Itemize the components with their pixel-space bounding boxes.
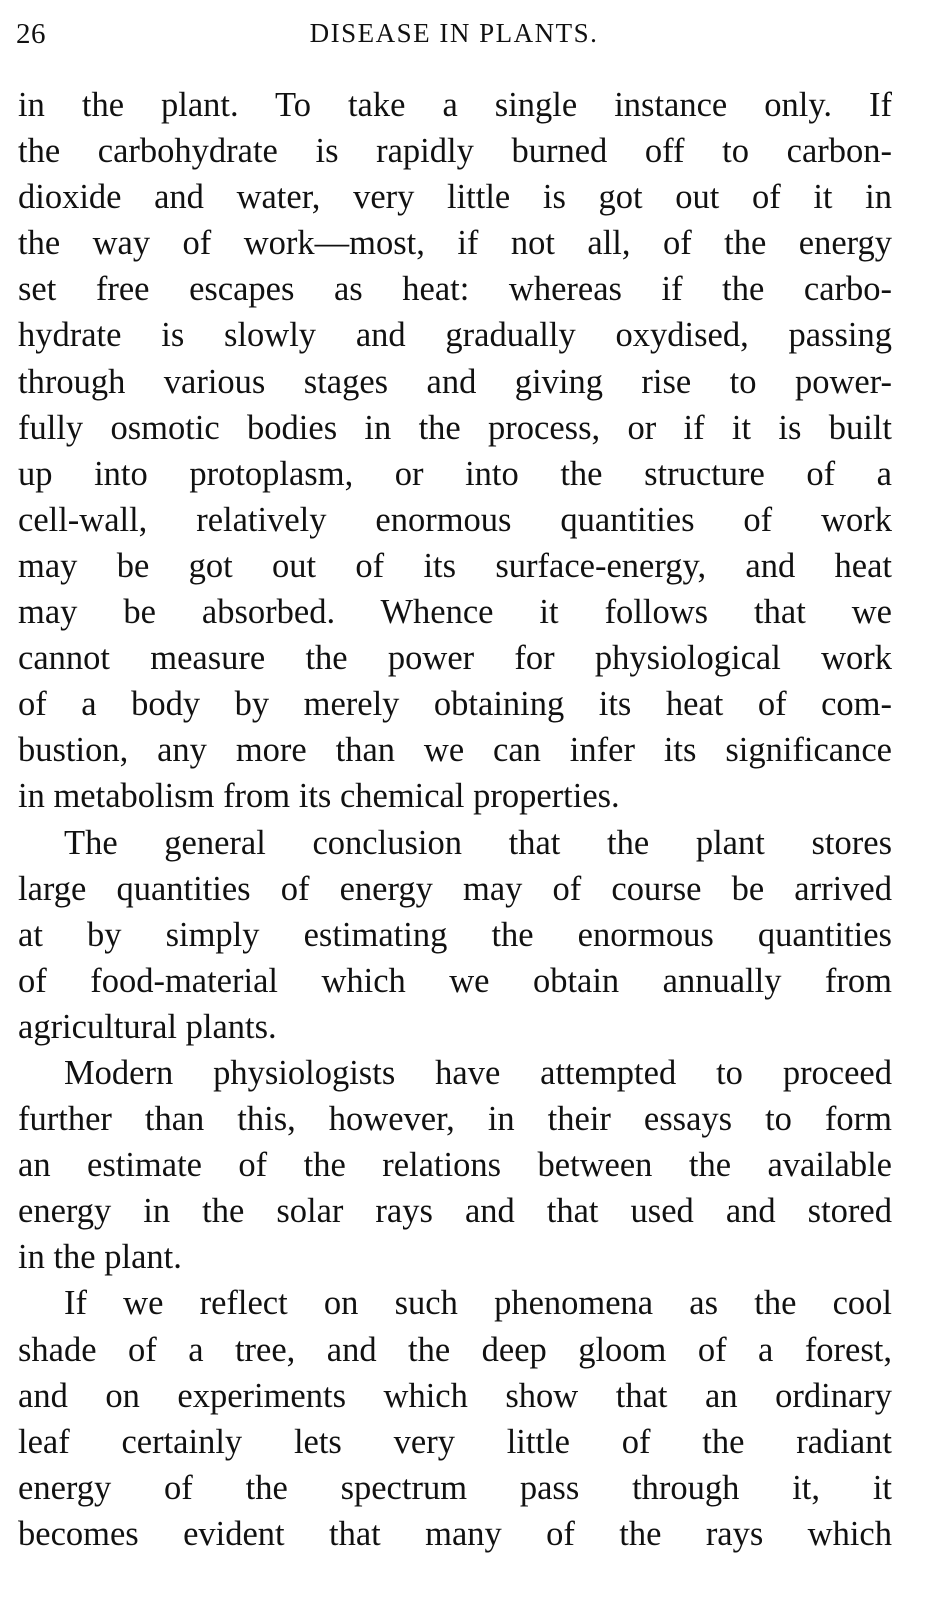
text-line: leaf certainly lets very little of the radiant [18, 1422, 892, 1461]
text-line: at by simply estimating the enormous quantities [18, 915, 892, 954]
running-title: DISEASE IN PLANTS. [309, 18, 599, 48]
text-line: shade of a tree, and the deep gloom of a forest, [18, 1330, 892, 1369]
text-line: large quantities of energy may of course be arrived [18, 869, 892, 908]
text-line: the way of work—most, if not all, of the energy [18, 224, 892, 263]
text-line: of food-material which we obtain annually from [18, 961, 892, 1000]
text-line: through various stages and giving rise to power- [18, 362, 892, 401]
text-line: up into protoplasm, or into the structure of a [18, 454, 892, 493]
text-line: and on experiments which show that an ordinary [18, 1376, 892, 1415]
text-line: dioxide and water, very little is got out of it in [18, 178, 892, 217]
text-line: cell-wall, relatively enormous quantities of work [18, 500, 892, 539]
text-line: agricultural plants. [18, 1007, 277, 1046]
text-line: may be got out of its surface-energy, and heat [18, 546, 892, 585]
text-line: energy of the spectrum pass through it, it [18, 1468, 892, 1507]
page-number: 26 [16, 18, 46, 50]
text-line: becomes evident that many of the rays which [18, 1514, 892, 1553]
text-line: energy in the solar rays and that used and stored [18, 1192, 892, 1231]
text-line: If we reflect on such phenomena as the cool [64, 1284, 892, 1323]
text-line: The general conclusion that the plant stores [64, 823, 892, 862]
text-line: in metabolism from its chemical properties. [18, 777, 620, 816]
body-text [18, 82, 892, 1557]
text-line: in the plant. [18, 1238, 182, 1277]
text-line: Modern physiologists have attempted to proceed [64, 1053, 892, 1092]
text-line: hydrate is slowly and gradually oxydised, passing [18, 316, 892, 355]
text-line: the carbohydrate is rapidly burned off to carbon- [18, 132, 892, 171]
text-line: may be absorbed. Whence it follows that we [18, 593, 892, 632]
text-line: bustion, any more than we can infer its significance [18, 731, 892, 770]
text-line: fully osmotic bodies in the process, or if it is built [18, 408, 892, 447]
running-head [16, 18, 892, 58]
text-line: of a body by merely obtaining its heat of com- [18, 685, 892, 724]
text-line: in the plant. To take a single instance only. If [18, 86, 892, 124]
text-line: set free escapes as heat: whereas if the carbo- [18, 270, 892, 309]
text-line: an estimate of the relations between the available [18, 1146, 892, 1185]
text-line: cannot measure the power for physiological work [18, 639, 892, 678]
text-line: further than this, however, in their essays to form [18, 1100, 892, 1139]
